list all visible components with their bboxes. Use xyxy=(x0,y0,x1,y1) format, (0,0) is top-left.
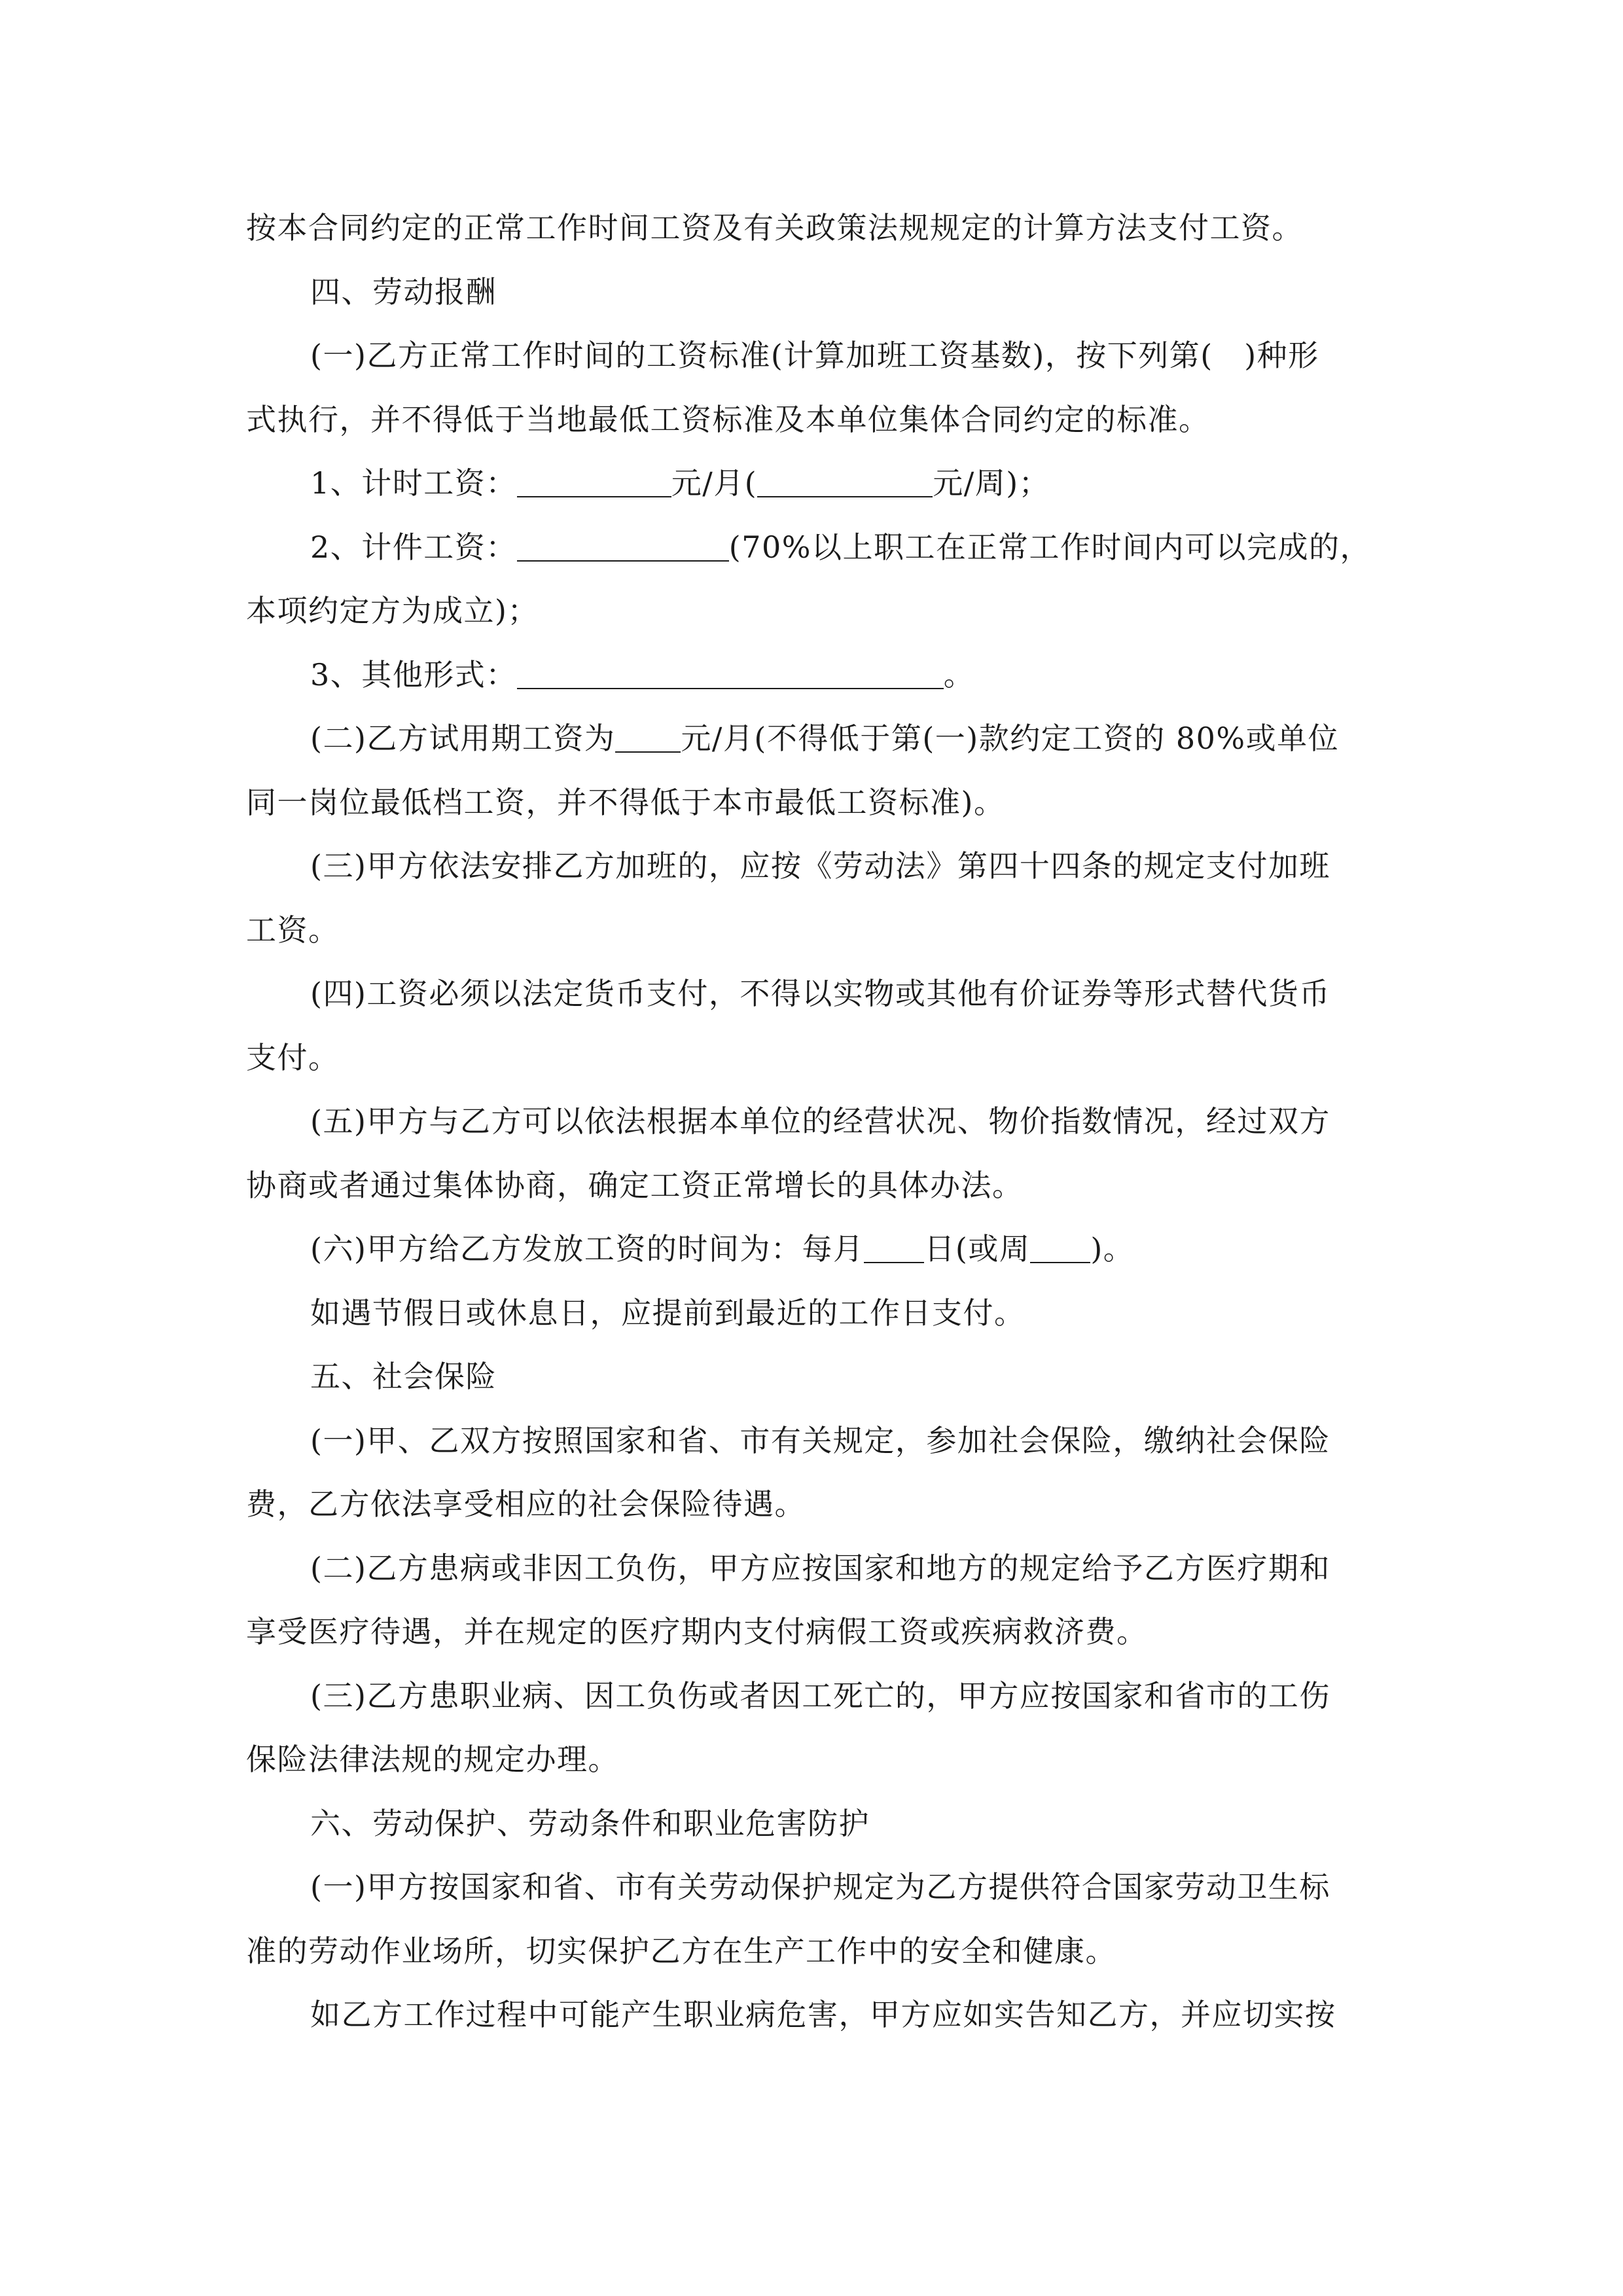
payday-line xyxy=(246,1217,1378,1282)
probation-wage-line xyxy=(246,707,1378,771)
hourly-wage-suffix: 元/周)； xyxy=(933,465,1050,501)
paragraph-line: (五)甲方与乙方可以依法根据本单位的经营状况、物价指数情况，经过双方 xyxy=(310,1103,1330,1139)
paragraph-line: 式执行，并不得低于当地最低工资标准及本单位集体合同约定的标准。 xyxy=(246,401,1210,437)
piece-wage-line xyxy=(246,516,1378,580)
paragraph-line: (二)乙方患病或非因工负伤，甲方应按国家和地方的规定给予乙方医疗期和 xyxy=(310,1550,1330,1586)
probation-wage-blank xyxy=(615,721,681,753)
piece-wage-label: 2、计件工资： xyxy=(310,529,517,565)
paragraph-line: (三)甲方依法安排乙方加班的，应按《劳动法》第四十四条的规定支付加班 xyxy=(310,848,1330,884)
section-heading-6: 六、劳动保护、劳动条件和职业危害防护 xyxy=(310,1805,870,1841)
hourly-wage-label: 1、计时工资： xyxy=(310,465,517,501)
paragraph-line: 本项约定方为成立)； xyxy=(246,593,539,628)
paragraph-line: 如遇节假日或休息日，应提前到最近的工作日支付。 xyxy=(310,1295,1026,1331)
other-form-blank xyxy=(517,658,944,689)
monthly-wage-blank xyxy=(517,466,671,497)
other-form-label: 3、其他形式： xyxy=(310,656,517,692)
piece-wage-suffix: (70%以上职工在正常工作时间内可以完成的， xyxy=(728,529,1371,565)
payday-suffix: )。 xyxy=(1090,1231,1135,1266)
paragraph-line: (三)乙方患职业病、因工负伤或者因工死亡的，甲方应按国家和省市的工伤 xyxy=(310,1677,1330,1713)
paragraph-line: 如乙方工作过程中可能产生职业病危害，甲方应如实告知乙方，并应切实按 xyxy=(310,1997,1336,2032)
payday-week-blank xyxy=(1030,1232,1090,1263)
hourly-wage-mid: 元/月( xyxy=(671,465,758,501)
paragraph-line: 按本合同约定的正常工作时间工资及有关政策法规规定的计算方法支付工资。 xyxy=(246,210,1303,245)
section-heading-4: 四、劳动报酬 xyxy=(310,274,497,310)
probation-wage-suffix: 元/月(不得低于第(一)款约定工资的 80%或单位 xyxy=(681,721,1340,756)
document-body xyxy=(246,196,1378,2047)
paragraph-line: 准的劳动作业场所，切实保护乙方在生产工作中的安全和健康。 xyxy=(246,1933,1116,1969)
payday-mid: 日(或周 xyxy=(924,1231,1031,1266)
paragraph-line: (一)甲、乙双方按照国家和省、市有关规定，参加社会保险，缴纳社会保险 xyxy=(310,1422,1330,1458)
payday-month-blank xyxy=(864,1232,924,1263)
paragraph-line: (一)甲方按国家和省、市有关劳动保护规定为乙方提供符合国家劳动卫生标 xyxy=(310,1869,1330,1905)
paragraph-line: 支付。 xyxy=(246,1039,340,1075)
paragraph-line: (一)乙方正常工作时间的工资标准(计算加班工资基数)，按下列第( )种形 xyxy=(310,338,1319,373)
paragraph-line: 享受医疗待遇，并在规定的医疗期内支付病假工资或疾病救济费。 xyxy=(246,1614,1148,1649)
paragraph-line: (四)工资必须以法定货币支付，不得以实物或其他有价证券等形式替代货币 xyxy=(310,976,1330,1011)
paragraph-line: 协商或者通过集体协商，确定工资正常增长的具体办法。 xyxy=(246,1167,1024,1203)
paragraph-line: 费，乙方依法享受相应的社会保险待遇。 xyxy=(246,1486,806,1522)
payday-label: (六)甲方给乙方发放工资的时间为：每月 xyxy=(310,1231,865,1266)
paragraph-line: 保险法律法规的规定办理。 xyxy=(246,1742,619,1777)
paragraph-line: 工资。 xyxy=(246,912,340,948)
paragraph-line: 同一岗位最低档工资，并不得低于本市最低工资标准)。 xyxy=(246,784,1005,820)
other-form-line xyxy=(246,643,1378,708)
other-form-suffix: 。 xyxy=(943,656,975,692)
probation-wage-label: (二)乙方试用期工资为 xyxy=(310,721,616,756)
section-heading-5: 五、社会保险 xyxy=(310,1359,497,1394)
hourly-wage-line xyxy=(246,452,1378,516)
weekly-wage-blank xyxy=(757,466,933,497)
piece-wage-blank xyxy=(517,530,729,562)
